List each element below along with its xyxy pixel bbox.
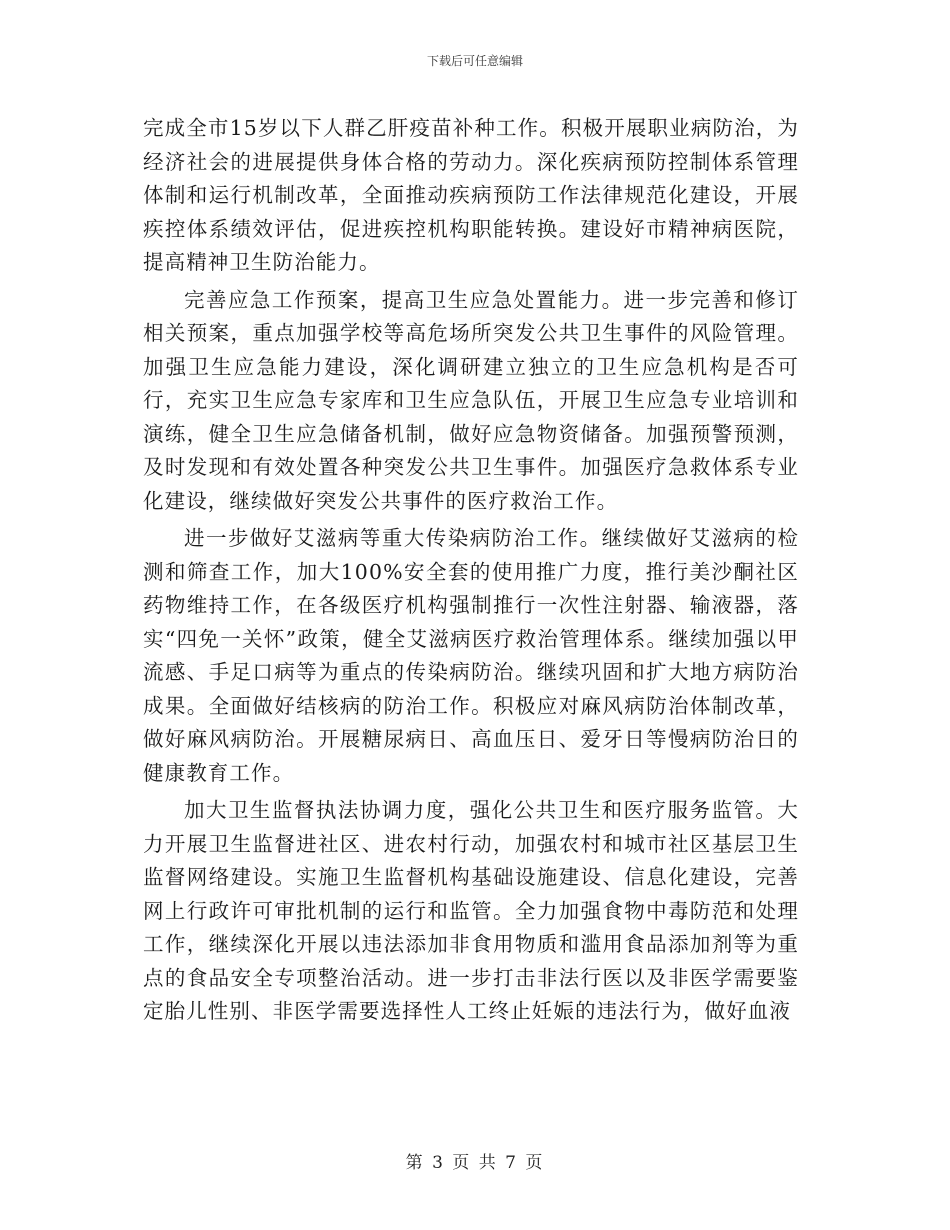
page-number-footer: 第 3 页 共 7 页 bbox=[405, 1153, 545, 1173]
document-body bbox=[143, 112, 799, 1033]
paragraph-3: 进一步做好艾滋病等重大传染病防治工作。继续做好艾滋病的检测和筛查工作，加大100%安全套的使用推广力度，推行美沙酮社区药物维持工作，在各级医疗机构强制推行一次性注射器、输液器，落实“四免一关怀”政策，健全艾滋病医疗救治管理体系。继续加强以甲流感、手足口病等为重点的传染病防治。继续巩固和扩大地方病防治成果。全面做好结核病的防治工作。积极应对麻风病防治体制改革，做好麻风病防治。开展糖尿病日、高血压日、爱牙日等慢病防治日的健康教育工作。 bbox=[143, 526, 799, 785]
paragraph-1: 完成全市15岁以下人群乙肝疫苗补种工作。积极开展职业病防治，为经济社会的进展提供身体合格的劳动力。深化疾病预防控制体系管理体制和运行机制改革，全面推动疾病预防工作法律规范化建设，开展疾控体系绩效评估，促进疾控机构职能转换。建设好市精神病医院，提高精神卫生防治能力。 bbox=[143, 116, 799, 274]
page-header: 下载后可任意编辑 bbox=[426, 54, 523, 68]
paragraph-2: 完善应急工作预案，提高卫生应急处置能力。进一步完善和修订相关预案，重点加强学校等高危场所突发公共卫生事件的风险管理。加强卫生应急能力建设，深化调研建立独立的卫生应急机构是否可行，充实卫生应急专家库和卫生应急队伍，开展卫生应急专业培训和演练，健全卫生应急储备机制，做好应急物资储备。加强预警预测，及时发现和有效处置各种突发公共卫生事件。加强医疗急救体系专业化建设，继续做好突发公共事件的医疗救治工作。 bbox=[143, 287, 799, 513]
paragraph-4: 加大卫生监督执法协调力度，强化公共卫生和医疗服务监管。大力开展卫生监督进社区、进农村行动，加强农村和城市社区基层卫生监督网络建设。实施卫生监督机构基础设施建设、信息化建设，完善网上行政许可审批机制的运行和监管。全力加强食物中毒防范和处理工作，继续深化开展以违法添加非食用物质和滥用食品添加剂等为重点的食品安全专项整治活动。进一步打击非法行医以及非医学需要鉴定胎儿性别、非医学需要选择性人工终止妊娠的违法行为，做好血液 bbox=[143, 798, 799, 1023]
